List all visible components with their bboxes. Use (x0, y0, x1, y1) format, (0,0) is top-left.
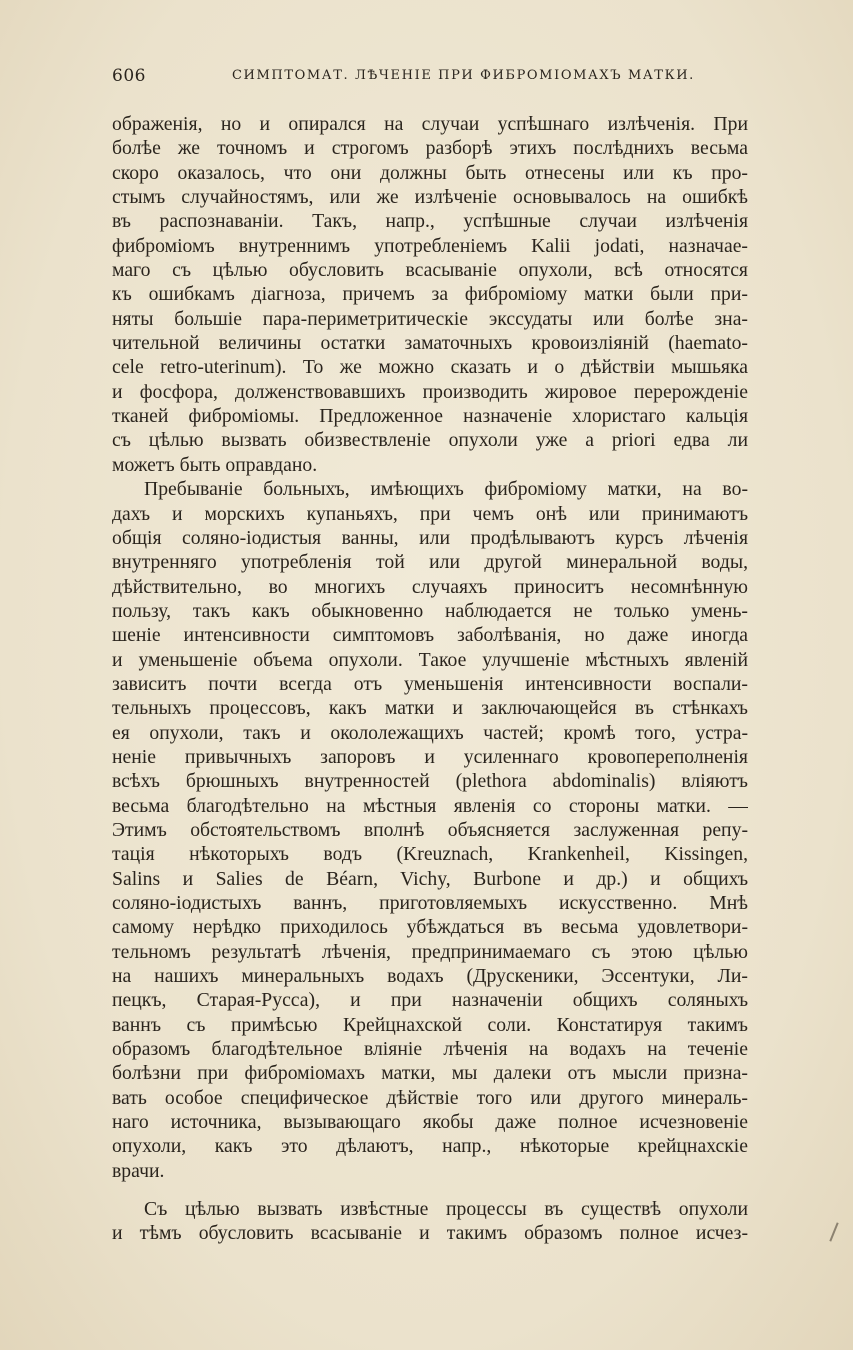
text-line: весьма благодѣтельно на мѣстныя явленія со стороны матки. — (112, 794, 748, 817)
text-line: всѣхъ брюшныхъ внутренностей (plethora abdominalis) вліяютъ (112, 770, 748, 793)
text-line: на нашихъ минеральныхъ водахъ (Друскеники, Эссентуки, Ли- (112, 965, 748, 988)
text-line: тканей фиброміомы. Предложенное назначеніе хлористаго кальція (112, 405, 748, 428)
text-line: шеніе интенсивности симптомовъ заболѣванія, но даже иногда (112, 624, 748, 647)
text-line: опухоли, какъ это дѣлаютъ, напр., нѣкоторые крейцнахскіе (112, 1135, 748, 1158)
text-line: ея опухоли, такъ и окололежащихъ частей; кромѣ того, устра- (112, 721, 748, 744)
text-line: соляно-іодистыхъ ваннъ, приготовляемыхъ искусственно. Мнѣ (112, 892, 748, 914)
text-line: скоро оказалось, что они должны быть отнесены или къ про- (112, 161, 748, 184)
text-line: и тѣмъ обусловить всасываніе и такимъ образомъ полное исчез- (112, 1222, 748, 1245)
text-line: самому нерѣдко приходилось убѣждаться въ весьма удовлетвори- (112, 916, 748, 939)
text-line: образомъ благодѣтельное вліяніе лѣченія на водахъ на теченіе (112, 1038, 748, 1061)
text-line: тельномъ результатѣ лѣченія, предпринимаемаго съ этою цѣлью (112, 940, 748, 963)
text-line: болѣе же точномъ и строгомъ разборѣ этихъ послѣднихъ весьма (112, 137, 748, 160)
text-line: дѣйствительно, во многихъ случаяхъ приноситъ несомнѣнную (112, 575, 748, 598)
text-line: Съ цѣлью вызвать извѣстные процессы въ существѣ опухоли (144, 1198, 748, 1221)
text-line: къ ошибкамъ діагноза, причемъ за фиброміому матки были при- (112, 283, 748, 306)
text-line: Salins и Salies de Béarn, Vichy, Burbone и др.) и общихъ (112, 867, 748, 890)
text-line: вать особое специфическое дѣйствіе того или другого минераль- (112, 1086, 748, 1109)
text-line: врачи. (112, 1159, 165, 1182)
text-line: болѣзни при фиброміомахъ матки, мы далеки отъ мысли призна- (112, 1062, 748, 1085)
body-text (112, 112, 748, 1246)
pencil-mark (829, 1222, 838, 1241)
text-line: и уменьшеніе объема опухоли. Такое улучшеніе мѣстныхъ явленій (112, 648, 748, 671)
text-line: дахъ и морскихъ купаньяхъ, при чемъ онѣ или принимаютъ (112, 502, 748, 525)
page-header (112, 66, 742, 88)
text-line: стымъ случайностямъ, или же излѣченіе основывалось на ошибкѣ (112, 186, 748, 209)
text-line: зависитъ почти всегда отъ уменьшенія интенсивности воспали- (112, 672, 748, 695)
paragraph-gap (112, 1183, 748, 1197)
text-line: неніе привычныхъ запоровъ и усиленнаго кровопереполненія (112, 745, 748, 768)
text-line: Пребываніе больныхъ, имѣющихъ фиброміому матки, на во- (144, 478, 748, 501)
text-line: съ цѣлью вызвать обизвествленіе опухоли уже a priori едва ли (112, 429, 748, 452)
text-line: въ распознаваніи. Такъ, напр., успѣшные случаи излѣченія (112, 210, 748, 233)
paragraph-1 (112, 112, 748, 477)
text-line: няты большіе пара-периметритическіе экссудаты или болѣе зна- (112, 307, 748, 330)
text-line: общія соляно-іодистыя ванны, или продѣлываютъ курсъ лѣченія (112, 526, 748, 549)
running-head: СИМПТОМАТ. ЛѢЧЕНІЕ ПРИ ФИБРОМІОМАХЪ МАТКИ. (232, 68, 695, 83)
text-line: Этимъ обстоятельствомъ вполнѣ объясняется заслуженная репу- (112, 818, 748, 841)
text-line: и фосфора, долженствовавшихъ производить жировое перерожденіе (112, 380, 748, 403)
page-number: 606 (112, 66, 146, 86)
text-line: наго источника, вызывающаго якобы даже полное исчезновеніе (112, 1111, 748, 1134)
text-line: внутренняго употребленія той или другой минеральной воды, (112, 551, 748, 574)
paragraph-3 (112, 1197, 748, 1246)
text-line: пользу, такъ какъ обыкновенно наблюдается не только умень- (112, 599, 748, 622)
text-line: фиброміомъ внутреннимъ употребленіемъ Kalii jodati, назначае- (112, 234, 748, 257)
text-line: ображенія, но и опирался на случаи успѣшнаго излѣченія. При (112, 113, 748, 135)
text-line: маго съ цѣлью обусловить всасываніе опухоли, всѣ относятся (112, 259, 748, 282)
text-line: можетъ быть оправдано. (112, 453, 318, 476)
text-line: тельныхъ процессовъ, какъ матки и заключающейся въ стѣнкахъ (112, 697, 748, 720)
text-line: чительной величины остатки заматочныхъ кровоизліяній (haemato- (112, 332, 748, 355)
paragraph-2 (112, 477, 748, 1183)
text-line: ваннъ съ примѣсью Крейцнахской соли. Констатируя такимъ (112, 1013, 748, 1036)
text-line: тація нѣкоторыхъ водъ (Kreuznach, Krankenheil, Kissingen, (112, 843, 748, 866)
text-line: cele retro-uterinum). То же можно сказать и о дѣйствіи мышьяка (112, 356, 748, 379)
text-line: пецкъ, Старая-Русса), и при назначеніи общихъ соляныхъ (112, 989, 748, 1012)
